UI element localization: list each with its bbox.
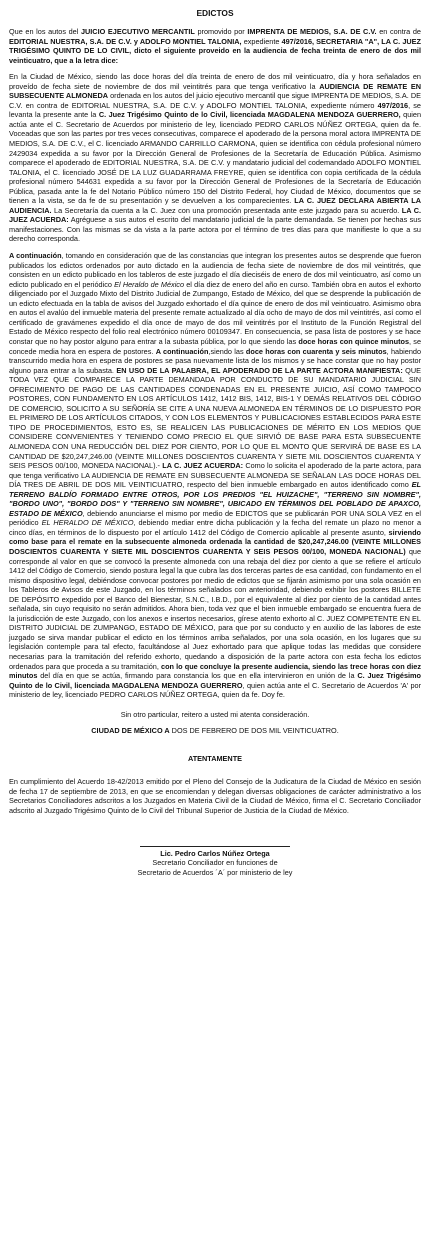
text-run: EL HERALDO DE MÉXICO [41,518,134,528]
text-run: , tomando en consideración que de las constancias que integran los presentes autos se desprende que fueron publicados los edictos ordenados por auto dictado en la audiencia de fecha siete de noviembre de dos mil veintitrés, que consisten en un edicto publicado en los tableros de este juzgado el día dieciséis de enero de dos mil veinticuatro, así como un edicto publicado en el periódico [9,251,421,289]
text-run: El Heraldo de México [114,279,185,289]
text-run: ordenada en los autos del juicio ejecutivo mercantil que sigue IMPRENTA DE MEDIOS, S.A. DE C.V. en contra de EDITORIAL NUESTRA, S.A. DE C.V. y ADOLFO MONTIEL TALONIA, expediente número [9,91,421,110]
text-run: QUE TODA VEZ QUE COMPARECE LA PARTE DEMANDADA POR CONDUCTO DE SU MANDATARIO JUDICIAL SIN OFRECIMIENTO DE PAGO DE LAS CANTIDADES CONDENADAS EN EL PRESENTE JUICIO, ASÍ COMO TAMPOCO POSTORES, CON FUNDAMENTO EN LOS ARTÍCULOS 1412, 1412 BIS, 1412, BIS-1 Y DEMÁS RELATIVOS DEL CÓDIGO DE COMERCIO, SOLICITO A SU SEÑORÍA SE CITE A UNA NUEVA ALMONEDA EN TÉRMINOS DE LO DISPUESTO POR EL PRIMERO DE LOS ARTÍCULOS CITADOS, Y CON LOS ELEMENTOS Y PUBLICACIONES ESTABLECIDOS PARA ESTE TIPO DE PROCEDIMIENTOS, ESTO ES, SE REALICEN LAS PUBLICACIONES DE MÉRITO EN LOS MEDIOS QUE CONSIDERE CONVENIENTES Y TENIENDO COMO PRECIO EL QUE SIRVIÓ DE BASE PARA ESTA SUBSECUENTE ALMONEDA CON UNA REDUCCIÓN DEL DIEZ POR CIENTO, POR LO QUE EL MONTO QUE SERVIRÁ DE BASE ES LA CANTIDAD DE $20,247,246.00 (VEINTE MILLONES DOSCIENTOS CUARENTA Y SIETE MIL DOSCIENTOS CUARENTA Y SEIS PESOS 00/100, MONEDA NACIONAL).- [9,365,421,471]
text-run: Agréguese a sus autos el escrito del mandatario judicial de la parte demandada. Se tienen por hechas sus manifestaciones. Con las mismas se da vista a la parte actora por el término de tres días para que manifieste lo que a su derecho corresponda. [9,215,421,244]
text-run: quien actúa ante el C. Secretario de Acuerdos por ministerio de ley, licenciado PEDRO CARLOS NÚÑEZ ORTEGA, quien da fe. Voceadas que son las partes por tres veces consecutivas, comparece el apoderado de la persona moral actora IMPRENTA DE MEDIOS, S.A. DE C.V., el C. licenciado ARMANDO CARRILLO CARMONA, quien se identifica con cédula profesional número 2429034 expedida a su favor por la Dirección General de Profesiones de la Secretaría de Educación Pública. Asimismo comparece el apoderado de EDITORIAL NUESTRA, S.A. DE C.V. y mandatario judicial del codemandado ADOLFO MONTIEL TALONIA, el C. licenciado JOSÉ DE LA LUZ GUADARRAMA FREYRE, quien se identifica con copia certificada de la cédula profesional número 544631 expedida a su favor por la Dirección General de Profesiones de la Secretaría de Educación Pública, pasada ante la fe del Notario Público número 150 del Distrito Federal, hoy Ciudad de México, documentos que se tienen a la vista, se da fe de su presentación y se devuelven a los comparecientes. [9,110,422,206]
intro-paragraph [9,27,421,65]
text-run: sirviendo como base para el remate en la subsecuente almoneda ordenada la cantidad de $20,247,246.00 (VEINTE MILLONES DOSCIENTOS CUARENTA Y SIETE MIL DOSCIENTOS CUARENTA Y SEIS PESOS 00/100, MONEDA NACIONAL) [9,527,421,556]
text-run: , debiendo anunciarse el mismo por medio de EDICTOS que se publicarán POR UNA SOLA VEZ en el periódico [9,508,422,528]
text-run: , debiendo mediar entre dicha publicación y la fecha del remate un plazo no menor a cinco días, en términos de lo dispuesto por el artículo 1412 del Código de Comercio aplicable al presente asunto, [9,518,422,537]
attentamente-text: ATENTAMENTE [187,753,243,763]
city-date-line [9,726,421,736]
text-run: el día diez de enero del año en curso. También obra en autos el exhorto diligenciado por el Juzgado Mixto del Distrito Judicial de Zumpango, Estado de México, del que se desprende la publicación de un edicto efectuada en la tabla de avisos del Juzgado exhortado el día quince de enero de dos mil veinticuatro. Asimismo obra en autos el avalúo del inmueble materia del presente remate actualizado al día ocho de mayo de dos mil veintitrés, así como el certificado de gravámenes expedido el día once de mayo de dos mil veintitrés por el Instituto de la Función Registral del Estado de México respecto del folio real electrónico número 00109347. En consecuencia, se pasa lista de postores y se hace constar que no hay postor alguno para entrar a la subasta pública, por lo que siendo las [9,279,421,346]
signer-role-line-1: Secretario Conciliador en funciones de [152,858,278,868]
text-run: 497/2016, SECRETARIA "A", LA C. JUEZ TRIGÉSIMO QUINTO DE LO CIVIL, dicto el siguiente proveido en la audiencia de fecha treinta de enero de dos mil veinticuatro, que a la letra dice: [9,36,421,65]
text-run: LA C. JUEZ ACUERDA: [162,461,244,471]
text-run: con lo que concluye la presente audiencia, siendo las trece horas con diez minutos [9,661,421,681]
text-run: que corresponde al valor en que se convocó la presente almoneda con una rebaja del diez por ciento a que se refiere el artículo 1412 del Código de Comercio, siendo postura legal la que cubra las dos terceras partes de esa cantidad, con fundamento en el mismo dispositivo legal, debiéndose convocar postores por medio de edictos que se fijarán asimismo por una sola ocasión en los Tableros de Avisos de este Juzgado, en los términos señalados con anterioridad, debiendo exhibir los postores BILLETE DE DEPÓSITO expedido por el Banco del Bienestar, S.N.C., I.B.D., por el equivalente al diez por ciento de la cantidad antes señalada, sin cuyo requisito no serán admitidos. Ahora bien, toda vez que el bien inmueble embargado se encuentra fuera de la jurisdicción de este Juzgado, con los anexos e insertos necesarios, gírese atento exhorto al C. JUEZ COMPETENTE EN EL DISTRITO JUDICIAL DE ZUMPANGO, ESTADO DE MÉXICO, para que por su conducto y en auxilio de las labores de este juzgado se sirva mandar publicar el edicto en los términos arriba señalados, por una sola ocasión, en los lugares que su legislación contemple para tal efecto, facultándose al Juez exhortado para que aplique todas las medidas que considere necesarias para la tramitación del referido exhorto, quedando a disposición de la parte actora con esta fecha los edictos ordenados para que proceda a su tramitación, [9,546,421,671]
signer-role-line-2: Secretario de Acuerdos ´A´ por ministerio de ley [137,867,293,877]
closing-line: Sin otro particular, reitero a usted mi atenta consideración. [120,709,310,719]
text-run: , se levanta la presente ante la [9,100,421,120]
text-run: JUICIO EJECUTIVO MERCANTIL [80,27,195,36]
text-run: doce horas con quince minutos [298,336,410,346]
text-run: , se concede media hora en espera de postores. [9,336,422,356]
text-run: en contra de [376,27,421,36]
text-run: 497/2016 [377,100,409,110]
signer-name: Lic. Pedro Carlos Núñez Ortega [160,848,270,858]
text-run: EN USO DE LA PALABRA, EL APODERADO DE LA PARTE ACTORA MANIFIESTA: [116,365,403,375]
text-run: A continuación [155,346,209,356]
text-run: , habiendo transcurrido media hora en espera de postores se pasa nuevamente lista de los mismos y se hace constar que no hay postor alguno para entrar a la subasta. [9,346,421,375]
text-run: IMPRENTA DE MEDIOS, S.A. DE C.V. [247,27,377,36]
text-run: La Secretaría da cuenta a la C. Juez con una promoción presentada ante este juzgado para su acuerdo. [51,205,402,215]
auction-resolution-paragraph [9,251,421,700]
text-run: En cumplimiento del Acuerdo 18-42/2013 emitido por el Pleno del Consejo de la Judicatura de la Ciudad de México en sesión de fecha 17 de septiembre de 2013, en que se encomiendan y delegan diversas obligaciones de carácter administrativo a los Secretarios Conciliadores adscritos a los Juzgados en Materia Civil de la Ciudad de México, firma el C. Secretario Conciliador adscrito al Juzgado Trigésimo Quinto de lo Civil del Tribunal Superior de Justicia de la Ciudad de México. [9,777,421,816]
text-run: DOS DE FEBRERO DE DOS MIL VEINTICUATRO. [169,726,339,736]
text-run: C. Juez Trigésimo Quinto de lo Civil, licenciada MAGDALENA MENDOZA GUERRERO, [98,110,401,120]
text-run: CIUDAD DE MÉXICO A [91,726,170,736]
compliance-paragraph [9,777,421,815]
text-run: Que en los autos del [9,27,81,36]
text-run: AUDIENCIA DE REMATE EN SUBSECUENTE ALMONEDA [9,81,421,101]
text-run: doce horas con cuarenta y seis minutos [245,346,387,356]
attentamente-heading [9,754,421,764]
text-run: Como lo solicita el apoderado de la parte actora, para que tenga verificativo LA AUDIENCIA DE REMATE EN SUBSECUENTE ALMONEDA SE SEÑALAN LAS DOCE HORAS DEL DÍA TRES DE ABRIL DE DOS MIL VEINTICUATRO, respecto del bien inmueble embargado en autos identificado como [9,461,421,490]
text-run: A continuación [9,251,62,261]
text-run: promovido por [194,27,248,36]
signature-line [140,846,290,847]
hearing-record-paragraph [9,72,421,244]
text-run: C. Juez Trigésimo Quinto de lo Civil, licenciada MAGDALENA MENDOZA GUERRERO [9,671,421,690]
text-run: En la Ciudad de México, siendo las doce horas del día treinta de enero de dos mil veinticuatro, día y hora señalados en proveído de fecha siete de noviembre de dos mil veintitrés para que tenga verificativo la [9,72,421,91]
text-run: LA C. JUEZ DECLARA ABIERTA LA AUDIENCIA. [9,196,422,215]
text-run: EDITORIAL NUESTRA, S.A. DE C.V. y ADOLFO MONTIEL TALONIA, [9,36,242,46]
text-run: , quien actúa ante el C. Secretario de Acuerdos 'A' por ministerio de ley, licenciado PEDRO CARLOS NÚÑEZ ORTEGA, quien da fe. Doy fe. [9,680,421,700]
text-run: EL TERRENO BALDÍO FORMADO ENTRE OTROS, POR LOS PREDIOS "EL HUIZACHE", "TERRENO SIN NOMBRE", "BORDO UNO", "BORDO DOS" Y "TERRENO SIN NOMBRE", UBICADO EN TÉRMINOS DEL POBLADO DE APAXCO, ESTADO DE MÉXICO [9,480,421,518]
text-run: ,siendo las [208,346,246,356]
text-run: LA C. JUEZ ACUERDA: [9,205,421,225]
signature-block [9,846,421,878]
text-run: expediente [241,36,282,46]
document-title: EDICTOS [196,8,234,18]
text-run: del día en que se actúa, firmando para constancia los que en ella intervinieron en unión de la [37,671,358,681]
